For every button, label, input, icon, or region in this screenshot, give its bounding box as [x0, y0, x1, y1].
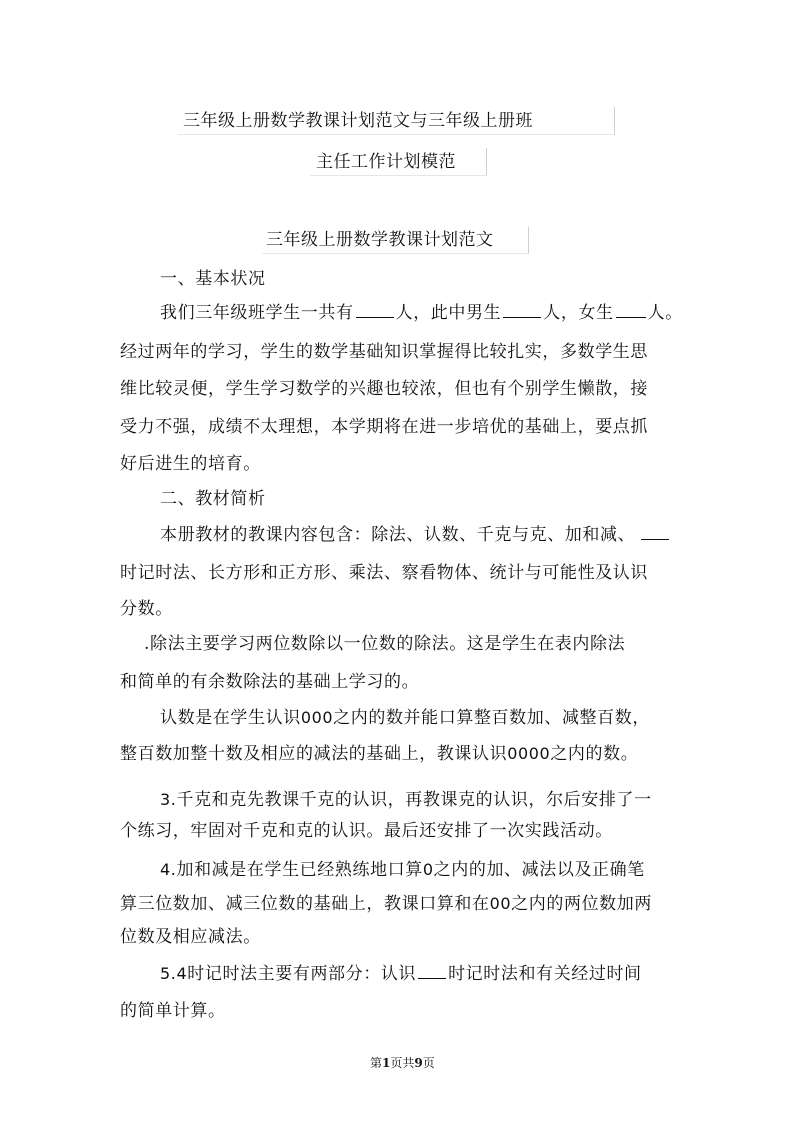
paragraph-line: [160, 859, 645, 881]
text-fragment: 之内的数并能口算整百数加、减整百数，: [333, 708, 650, 728]
paragraph-line: 个练习，牢固对千克和克的认识。最后还安排了一次实践活动。: [120, 821, 613, 841]
page-number: 1: [382, 1056, 391, 1070]
paragraph-line: 经过两年的学习，学生的数学基础知识掌握得比较扎实，多数学生思: [120, 342, 648, 362]
fill-blank-content: [641, 525, 669, 540]
text-fragment: 时记时法主要有两部分：认识: [187, 964, 417, 984]
paragraph-line: [160, 707, 650, 729]
fill-blank-total: [356, 303, 394, 318]
fill-blank-boys: [503, 303, 541, 318]
main-title-line-2: 主任工作计划模范: [316, 152, 456, 172]
text-fragment: 之内的加、减法以及正确笔: [433, 860, 645, 880]
paragraph-line: [160, 789, 652, 811]
paragraph-line: 位数及相应减法。: [120, 927, 261, 947]
fill-blank-clock: [418, 964, 446, 979]
heading-basic-situation: 一、基本状况: [160, 269, 266, 289]
main-title-line-1: 三年级上册数学教课计划范文与三年级上册班: [183, 111, 533, 131]
paragraph-line: [120, 893, 652, 915]
paragraph-line: 受力不强，成绩不太理想，本学期将在进一步培优的基础上，要点抓: [120, 417, 648, 437]
paragraph-line: 分数。: [120, 599, 173, 619]
section-title: 三年级上册数学教课计划范文: [266, 230, 494, 250]
footer-text: 页共: [390, 1056, 415, 1070]
text-fragment: 整百数加整十数及相应的减法的基础上，教课认识: [120, 744, 508, 764]
paragraph-line: [160, 963, 642, 985]
page-total: 9: [414, 1056, 423, 1070]
item-number: 5.4: [160, 964, 188, 983]
number: 0000: [507, 744, 551, 763]
paragraph-line: 和简单的有余数除法的基础上学习的。: [120, 672, 420, 692]
item-number: 4.: [160, 860, 177, 879]
footer-text: 第: [370, 1056, 383, 1070]
paragraph-class-size: [160, 302, 683, 324]
number: 0: [422, 860, 434, 879]
heading-textbook-analysis: 二、教材简析: [160, 489, 266, 509]
text-fragment: 之内的两位数加两: [511, 894, 652, 914]
number: 000: [300, 708, 334, 727]
text-fragment: 本册教材的教课内容包含：除法、认数、千克与克、加和减、: [160, 525, 636, 545]
text-fragment: 之内的数。: [550, 744, 639, 764]
text-fragment: 千克和克先教课千克的认识，再教课克的认识，尔后安排了一: [176, 790, 652, 810]
paragraph-line: .除法主要学习两位数除以一位数的除法。这是学生在表内除法: [144, 634, 626, 654]
page-footer: [370, 1054, 435, 1071]
text-fragment: 人。: [647, 303, 683, 323]
item-number: 3.: [160, 790, 177, 809]
text-fragment: 人，此中男生: [395, 303, 502, 323]
fill-blank-girls: [616, 303, 646, 318]
footer-text: 页: [422, 1056, 435, 1070]
text-fragment: 我们三年级班学生一共有: [160, 303, 354, 323]
paragraph-line: 的简单计算。: [120, 1001, 226, 1021]
text-fragment: 加和减是在学生已经熟练地口算: [176, 860, 423, 880]
paragraph-line: 时记时法、长方形和正方形、乘法、察看物体、统计与可能性及认识: [120, 563, 648, 583]
text-fragment: 时记时法和有关经过时间: [448, 964, 642, 984]
paragraph-line: [120, 743, 638, 765]
paragraph-line: 好后进生的培育。: [120, 454, 261, 474]
paragraph-line: [160, 524, 671, 546]
text-fragment: 人，女生: [543, 303, 614, 323]
paragraph-line: 维比较灵便，学生学习数学的兴趣也较浓，但也有个别学生懒散，接: [120, 379, 648, 399]
text-fragment: 算三位数加、减三位数的基础上，教课口算和在: [120, 894, 490, 914]
text-fragment: 认数是在学生认识: [160, 708, 301, 728]
number: 00: [489, 894, 512, 913]
